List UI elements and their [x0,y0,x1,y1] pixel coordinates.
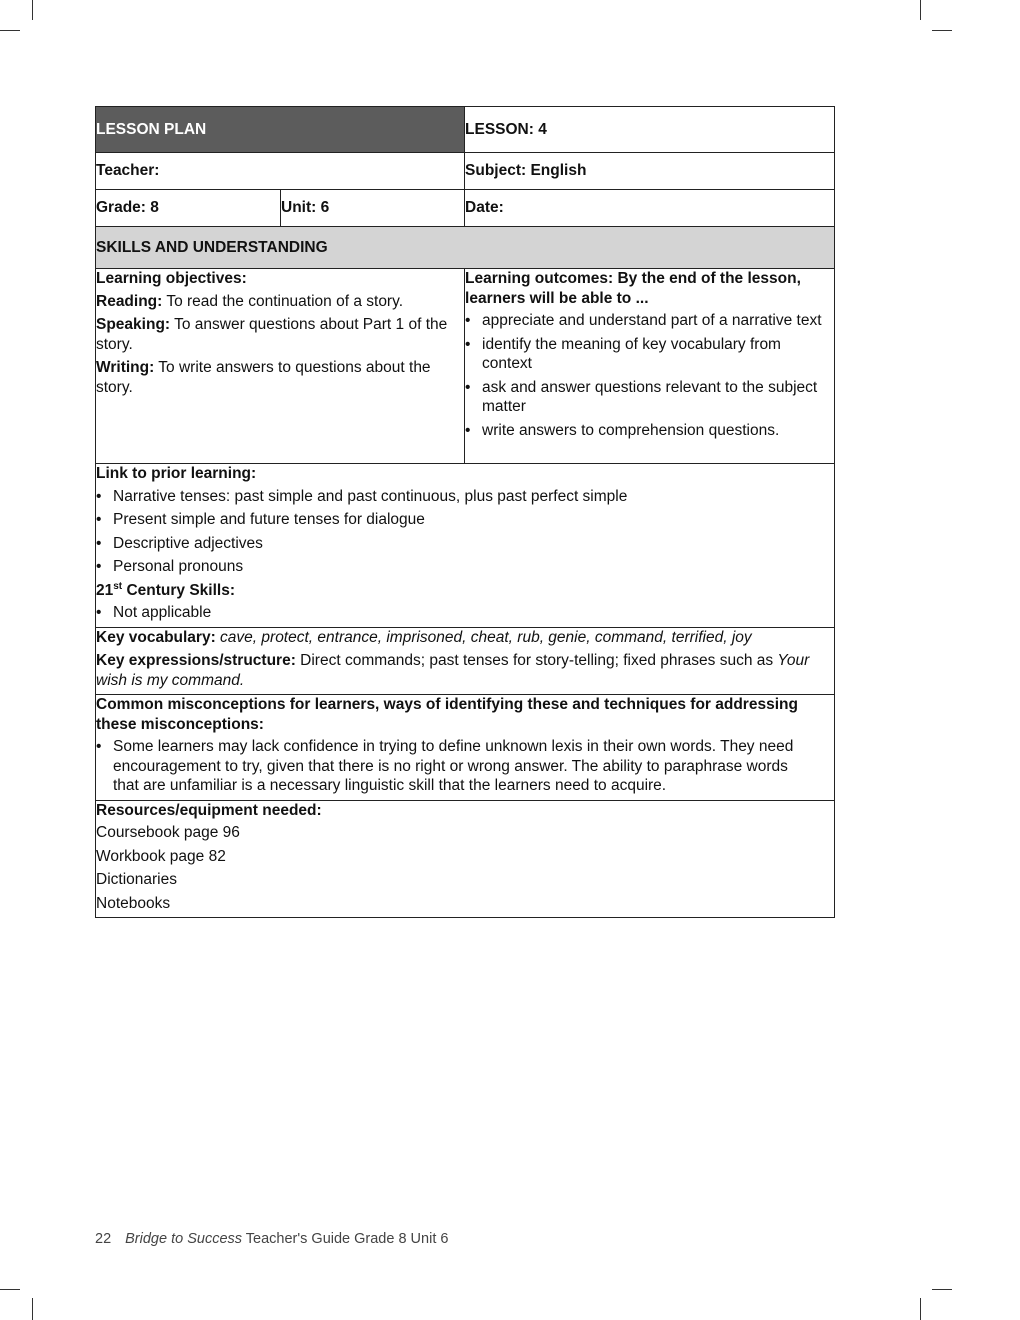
key-vocabulary: Key vocabulary: cave, protect, entrance, imprisoned, cheat, rub, genie, command, terrified, joy [96,628,752,646]
grade-field: Grade: 8 [96,190,281,227]
crop-mark [920,0,921,20]
list-item: • Present simple and future tenses for dialogue [96,510,834,530]
century-skills-list [96,603,834,623]
crop-mark [0,1289,20,1290]
date-field: Date: [465,190,835,227]
lesson-plan-title: LESSON PLAN [96,107,465,153]
outcomes-title: Learning outcomes: By the end of the lesson, learners will be able to ... [465,270,801,307]
list-item: • Personal pronouns [96,557,834,577]
objective-reading: Reading: To read the continuation of a story. [96,292,404,310]
prior-learning-title: Link to prior learning: [96,465,257,482]
prior-learning-list [96,487,834,577]
misconceptions-list [96,737,834,796]
misconceptions-title: Common misconceptions for learners, ways of identifying these and techniques for addressing these misconceptions: [96,696,798,733]
subject-field: Subject: English [465,153,835,190]
page-number: 22 [95,1231,112,1247]
list-item: • appreciate and understand part of a narrative text [465,311,834,331]
resource-item: Workbook page 82 [96,847,226,865]
page-footer [95,1231,448,1247]
unit-field: Unit: 6 [281,190,465,227]
lesson-number: LESSON: 4 [465,107,835,153]
resource-item: Notebooks [96,894,171,912]
footer-text: Teacher's Guide Grade 8 Unit 6 [242,1231,449,1247]
list-item: • ask and answer questions relevant to the subject matter [465,378,834,417]
objectives-title: Learning objectives: [96,270,247,287]
crop-mark [0,30,20,31]
crop-mark [32,0,33,20]
resources-cell [96,800,835,918]
resources-title: Resources/equipment needed: [96,801,322,819]
skills-heading: SKILLS AND UNDERSTANDING [96,227,835,269]
prior-learning-cell [96,464,835,628]
crop-mark [932,30,952,31]
key-expressions: Key expressions/structure: Direct commands; past tenses for story-telling; fixed phrases such as Your wish is my command. [96,652,810,689]
list-item: • Some learners may lack confidence in trying to define unknown lexis in their own words. They need encouragement to try, given that there is no right or wrong answer. The ability to paraphrase words that are unfamiliar is a necessary linguistic skill that the learners need to acquire. [96,737,834,796]
objective-speaking: Speaking: To answer questions about Part 1 of the story. [96,316,448,353]
list-item: • Not applicable [96,603,834,623]
teacher-field: Teacher: [96,153,465,190]
century-skills-title: 21st Century Skills: [96,580,235,599]
vocabulary-cell [96,627,835,695]
list-item: • write answers to comprehension questions. [465,421,834,441]
lesson-plan-table [95,106,835,918]
book-title: Bridge to Success [125,1231,243,1247]
resource-item: Coursebook page 96 [96,824,240,841]
misconceptions-cell [96,695,835,801]
objective-writing: Writing: To write answers to questions about the story. [96,359,431,396]
resource-item: Dictionaries [96,871,177,888]
learning-outcomes-cell [465,269,835,464]
list-item: • identify the meaning of key vocabulary from context [465,335,834,374]
crop-mark [932,1289,952,1290]
crop-mark [32,1298,33,1320]
list-item: • Descriptive adjectives [96,534,834,554]
outcomes-list [465,311,834,440]
learning-objectives-cell [96,269,465,464]
list-item: • Narrative tenses: past simple and past continuous, plus past perfect simple [96,487,834,507]
crop-mark [920,1298,921,1320]
